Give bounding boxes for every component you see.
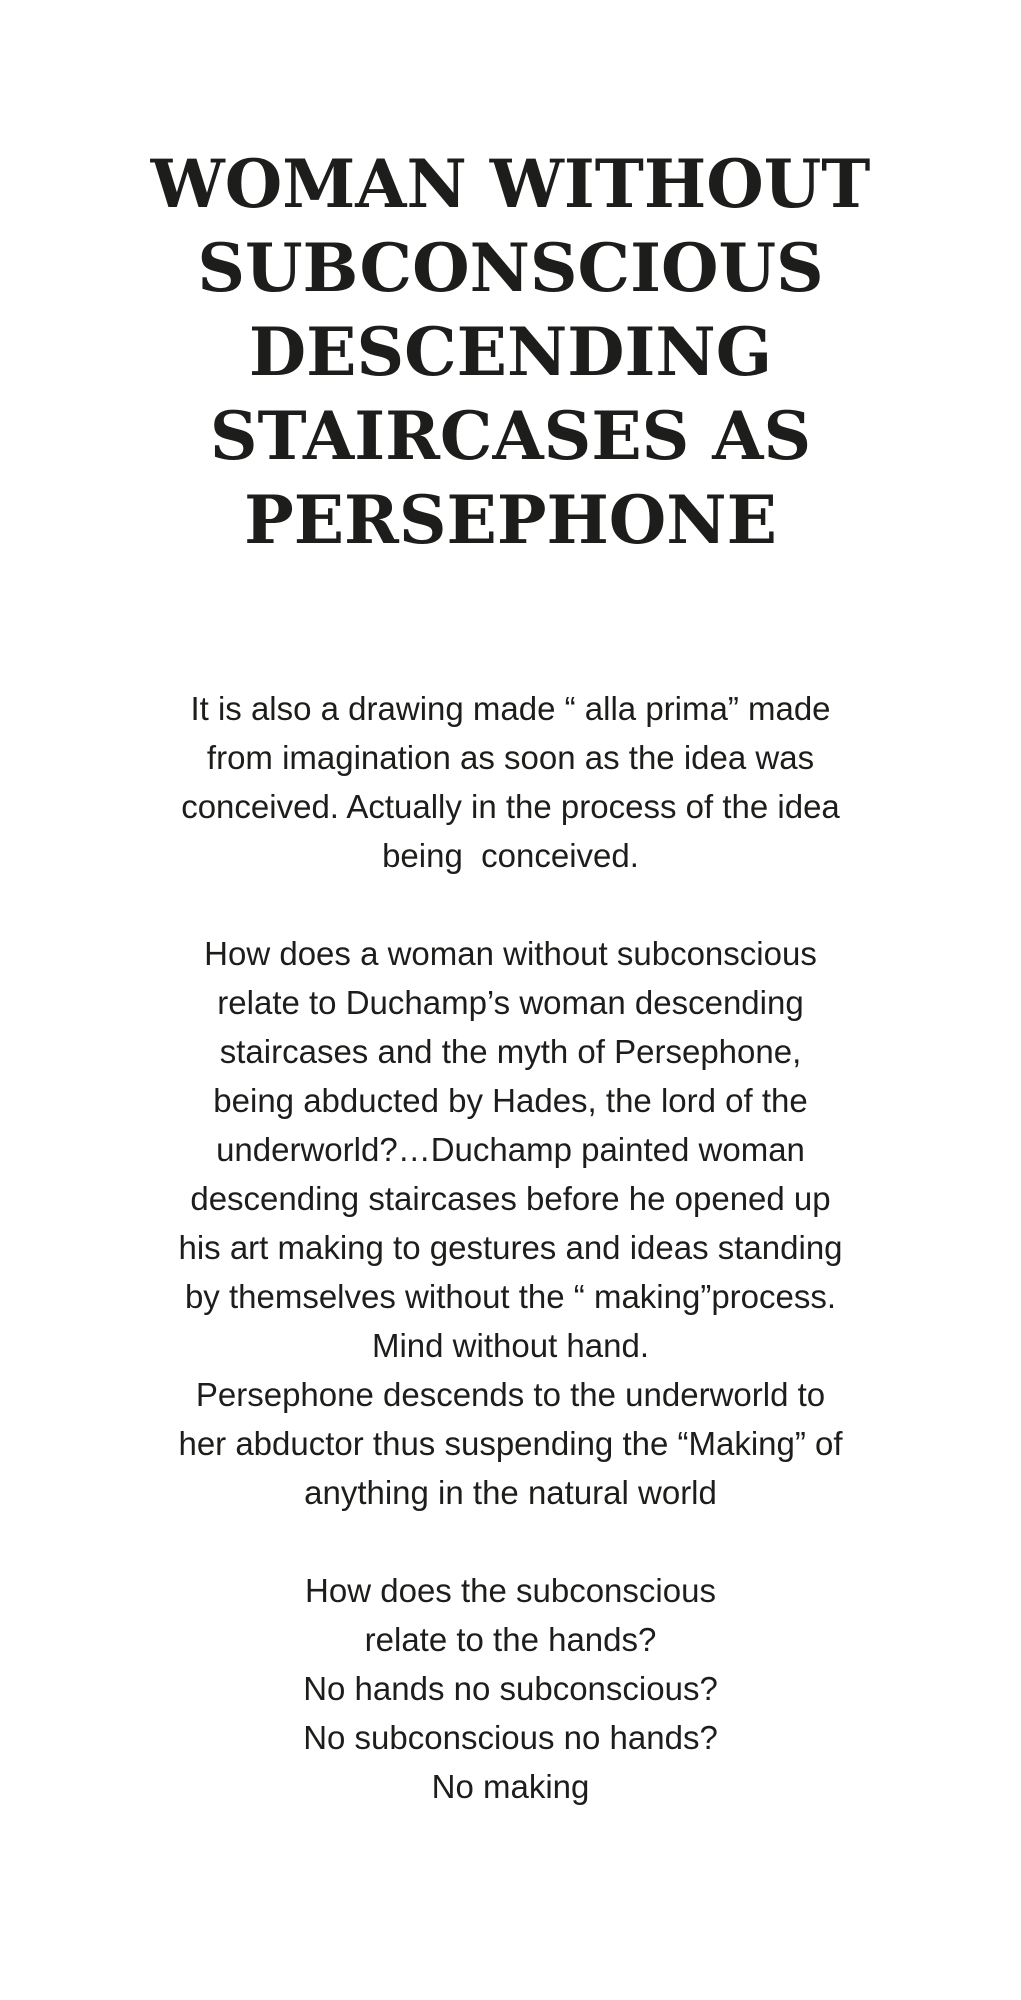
title-line: STAIRCASES AS (209, 397, 812, 475)
text-line: his art making to gestures and ideas standing (178, 1229, 843, 1266)
text-line: descending staircases before he opened up (190, 1180, 831, 1217)
text-line: being conceived. (382, 837, 639, 874)
title-line: DESCENDING (248, 313, 773, 391)
text-line: underworld?…Duchamp painted woman (216, 1131, 805, 1168)
text-line: her abductor thus suspending the “Making” of (178, 1425, 843, 1462)
text-line: No hands no subconscious? (303, 1670, 718, 1707)
text-line: Persephone descends to the underworld to (195, 1376, 826, 1413)
text-line: No subconscious no hands? (303, 1719, 718, 1756)
text-line: staircases and the myth of Persephone, (219, 1033, 802, 1070)
text-line: How does the subconscious (305, 1572, 716, 1609)
text-line: being abducted by Hades, the lord of the (213, 1082, 808, 1119)
page-title (0, 142, 1021, 562)
title-line: WOMAN WITHOUT (150, 145, 871, 223)
body-text (100, 684, 921, 1811)
text-line: Mind without hand. (371, 1327, 649, 1364)
title-line: PERSEPHONE (244, 481, 777, 559)
text-line: from imagination as soon as the idea was (206, 739, 815, 776)
text-line: relate to the hands? (364, 1621, 657, 1658)
text-line: No making (431, 1768, 590, 1805)
text-line: How does a woman without subconscious (204, 935, 817, 972)
paragraph-1 (100, 684, 921, 880)
text-line: relate to Duchamp’s woman descending (217, 984, 804, 1021)
text-line: conceived. Actually in the process of the idea (181, 788, 840, 825)
text-line: by themselves without the “ making”process. (184, 1278, 837, 1315)
text-line: It is also a drawing made “ alla prima” made (190, 690, 831, 727)
paragraph-gap (100, 1517, 921, 1566)
title-line: SUBCONSCIOUS (197, 229, 824, 307)
text-line: anything in the natural world (304, 1474, 717, 1511)
paragraph-3 (100, 1566, 921, 1811)
paragraph-gap (100, 880, 921, 929)
paragraph-2 (100, 929, 921, 1517)
